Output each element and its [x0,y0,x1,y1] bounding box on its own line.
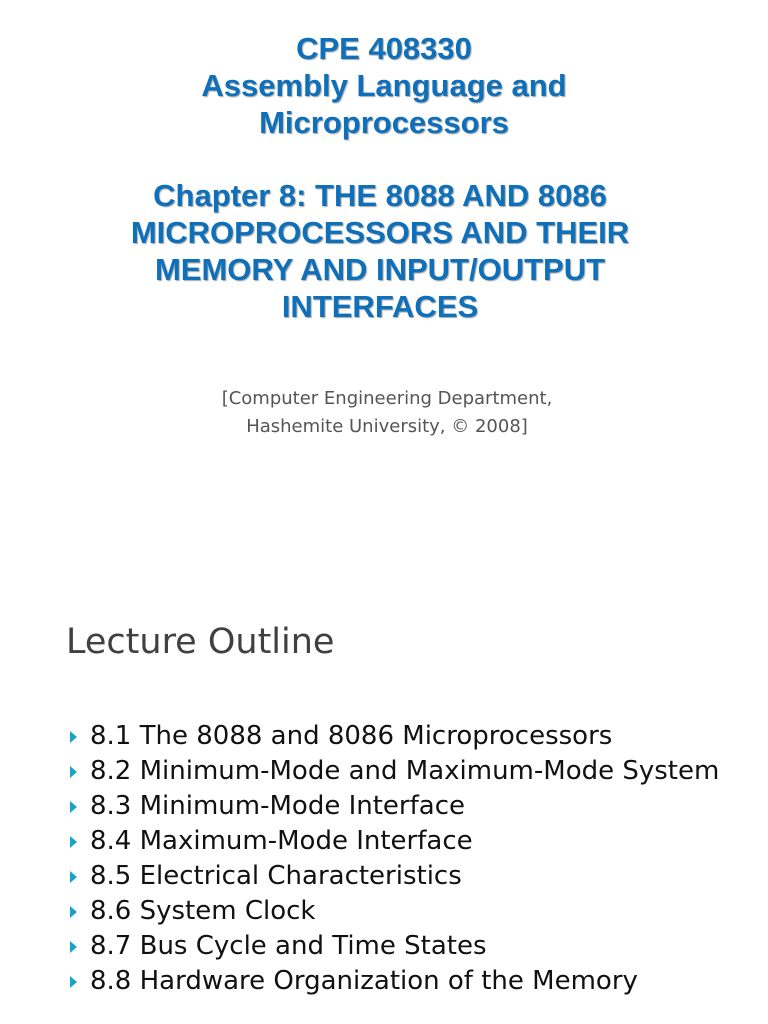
triangle-bullet-icon [70,906,77,918]
triangle-bullet-icon [70,801,77,813]
list-item [66,825,726,857]
course-title-line: CPE 408330 [296,31,472,66]
chapter-title [0,177,760,325]
list-item-text: 8.4 Maximum-Mode Interface [90,826,473,856]
list-item-text: 8.8 Hardware Organization of the Memory [90,966,638,996]
list-item [66,720,726,752]
list-item-text: 8.3 Minimum-Mode Interface [90,791,465,821]
list-item-text: 8.5 Electrical Characteristics [90,861,462,891]
list-item-text: 8.6 System Clock [90,896,316,926]
chapter-title-line: MICROPROCESSORS AND THEIR [130,215,630,250]
chapter-title-line: INTERFACES [281,289,479,324]
triangle-bullet-icon [70,941,77,953]
list-item [66,860,726,892]
outline-list [66,720,726,1000]
chapter-title-line: MEMORY AND INPUT/OUTPUT [154,252,606,287]
list-item [66,895,726,927]
source-note [0,385,768,441]
triangle-bullet-icon [70,976,77,988]
list-item-text: 8.1 The 8088 and 8086 Microprocessors [90,721,613,751]
course-title-line: Assembly Language and [201,68,567,103]
source-note-line: [Computer Engineering Department, [221,388,553,409]
triangle-bullet-icon [70,836,77,848]
list-item [66,790,726,822]
source-note-line: Hashemite University, © 2008] [246,416,528,437]
list-item [66,930,726,962]
chapter-title-line: Chapter 8: THE 8088 AND 8086 [153,178,607,213]
list-item-text: 8.2 Minimum-Mode and Maximum-Mode System [90,756,720,786]
outline-slide [0,580,768,1024]
outline-heading: Lecture Outline [66,622,335,662]
triangle-bullet-icon [70,731,77,743]
list-item [66,965,726,997]
list-item-text: 8.7 Bus Cycle and Time States [90,931,487,961]
triangle-bullet-icon [70,871,77,883]
list-item [66,755,726,787]
course-title [0,30,768,141]
triangle-bullet-icon [70,766,77,778]
course-title-line: Microprocessors [259,105,509,140]
